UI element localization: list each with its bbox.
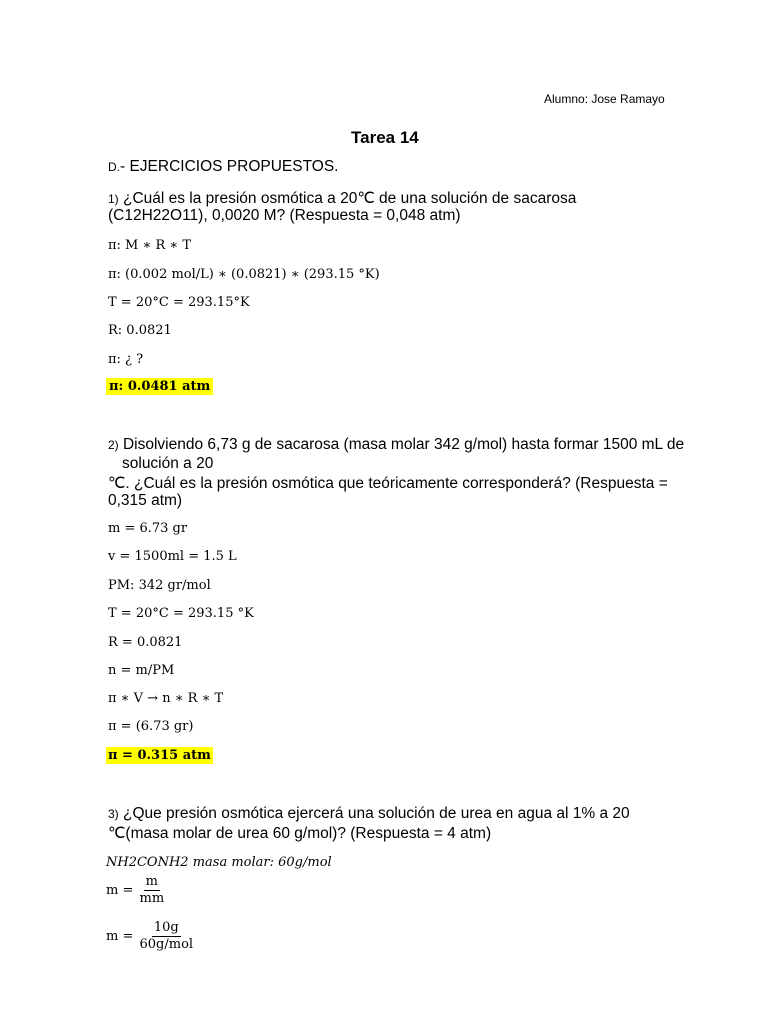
- ex2-step: PM: 342 gr/mol: [108, 578, 211, 593]
- ex1-number: 1): [108, 192, 119, 206]
- section-prefix: D.: [108, 160, 120, 174]
- ex2-answer: π = 0.315 atm: [108, 748, 211, 763]
- ex2-question-line1: 2) Disolviendo 6,73 g de sacarosa (masa molar 342 g/mol) hasta formar 1500 mL de: [108, 436, 685, 453]
- ex2-step: R = 0.0821: [108, 635, 183, 650]
- ex2-step: m = 6.73 gr: [108, 521, 188, 536]
- ex1-step: π: M ∗ R ∗ T: [108, 238, 192, 253]
- ex1-step: π: (0.002 mol/L) ∗ (0.0821) ∗ (293.15 °K): [108, 267, 380, 282]
- ex3-formula: NH2CONH2 masa molar: 60g/mol: [106, 855, 332, 870]
- fraction: $\frac{m}{mm}$: [139, 874, 165, 906]
- ex3-fraction-2: m = $\frac{10g}{\text{60g/mol}}$: [106, 920, 194, 952]
- student-name: Alumno: Jose Ramayo: [544, 92, 665, 106]
- ex2-step: T = 20°C = 293.15 °K: [108, 606, 254, 621]
- ex1-step: T = 20°C = 293.15°K: [108, 295, 250, 310]
- ex1-step: R: 0.0821: [108, 323, 172, 338]
- ex2-step: π ∗ V → n ∗ R ∗ T: [108, 691, 224, 706]
- section-heading: [108, 158, 338, 176]
- ex3-question-line2: ℃(masa molar de urea 60 g/mol)? (Respuesta = 4 atm): [108, 825, 492, 842]
- ex1-step: π: ¿ ?: [108, 352, 144, 367]
- ex2-step: π = (6.73 gr): [108, 719, 194, 734]
- ex3-number: 3): [108, 807, 119, 821]
- ex2-question-line4: 0,315 atm): [108, 492, 183, 509]
- ex2-question-line3: ℃. ¿Cuál es la presión osmótica que teóricamente corresponderá? (Respuesta =: [108, 475, 668, 492]
- ex2-step: n = m/PM: [108, 663, 175, 678]
- page-title: Tarea 14: [351, 128, 419, 147]
- section-text: - EJERCICIOS PROPUESTOS.: [120, 158, 339, 175]
- fraction: $\frac{10g}{\text{60g/mol}}$: [139, 920, 194, 952]
- ex3-fraction-1: m = $\frac{m}{mm}$: [106, 874, 165, 906]
- ex3-question-line1: 3) ¿Que presión osmótica ejercerá una solución de urea en agua al 1% a 20: [108, 805, 630, 822]
- ex2-step: v = 1500ml = 1.5 L: [108, 549, 237, 564]
- ex1-answer: π: 0.0481 atm: [106, 378, 213, 395]
- ex2-number: 2): [108, 438, 119, 452]
- ex1-question-line2: (C12H22O11), 0,0020 M? (Respuesta = 0,048 atm): [108, 207, 461, 224]
- ex2-question-line2: solución a 20: [122, 455, 214, 472]
- ex1-question-line1: 1) ¿Cuál es la presión osmótica a 20℃ de una solución de sacarosa: [108, 190, 577, 207]
